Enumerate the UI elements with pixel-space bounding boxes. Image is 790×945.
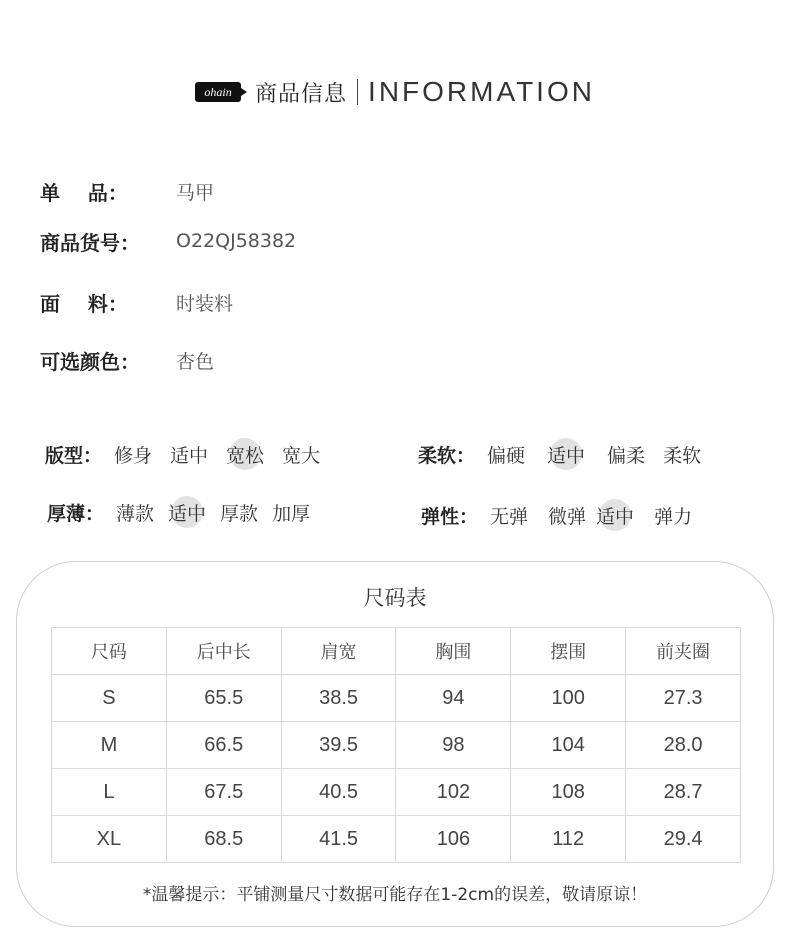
info-label: 单 品： — [40, 180, 128, 205]
attr-option: 柔软 — [663, 444, 702, 467]
table-header-row — [52, 628, 741, 675]
table-cell: 102 — [396, 769, 511, 816]
size-chart-title: 尺码表 — [363, 586, 427, 610]
info-row-sku — [40, 226, 296, 256]
section-header — [0, 72, 790, 112]
attr-option-selected: 适中 — [545, 441, 587, 468]
table-cell: 27.3 — [626, 675, 741, 722]
table-cell: 41.5 — [281, 816, 396, 863]
info-value: 马甲 — [176, 181, 215, 204]
attr-option: 弹力 — [654, 505, 693, 528]
table-cell: 28.0 — [626, 722, 741, 769]
size-table — [51, 627, 741, 863]
info-row-item — [40, 176, 214, 206]
table-cell: M — [52, 722, 167, 769]
attr-fit — [45, 439, 336, 469]
attr-label: 厚薄： — [47, 502, 105, 525]
table-cell: 100 — [511, 675, 626, 722]
attr-option-selected: 宽松 — [224, 441, 266, 468]
info-value: 时装料 — [176, 292, 234, 315]
table-cell: 28.7 — [626, 769, 741, 816]
table-cell: L — [52, 769, 167, 816]
attr-option: 偏柔 — [607, 444, 646, 467]
column-header: 胸围 — [396, 628, 511, 675]
table-cell: 67.5 — [166, 769, 281, 816]
table-cell: 108 — [511, 769, 626, 816]
table-cell: 94 — [396, 675, 511, 722]
info-row-fabric — [40, 287, 233, 317]
attr-option-selected: 适中 — [166, 499, 208, 526]
attr-label: 弹性： — [421, 505, 479, 528]
table-cell: S — [52, 675, 167, 722]
info-value: 杏色 — [176, 350, 215, 373]
attr-elasticity — [421, 500, 708, 530]
column-header: 摆围 — [511, 628, 626, 675]
info-label: 可选颜色： — [40, 349, 140, 374]
attr-option: 无弹 — [490, 505, 529, 528]
table-cell: 38.5 — [281, 675, 396, 722]
table-cell: 106 — [396, 816, 511, 863]
table-cell: 29.4 — [626, 816, 741, 863]
attr-option: 宽大 — [282, 444, 321, 467]
header-title-cn: 商品信息 — [255, 81, 348, 107]
table-row — [52, 769, 741, 816]
attr-softness — [418, 439, 717, 469]
table-cell: 65.5 — [166, 675, 281, 722]
table-cell: 104 — [511, 722, 626, 769]
info-label: 商品货号： — [40, 230, 140, 255]
table-cell: 68.5 — [166, 816, 281, 863]
attr-label: 版型： — [45, 444, 103, 467]
column-header: 尺码 — [52, 628, 167, 675]
attr-option: 修身 — [114, 444, 153, 467]
attr-option: 偏硬 — [487, 444, 526, 467]
table-row — [52, 722, 741, 769]
table-cell: 98 — [396, 722, 511, 769]
attr-thickness — [47, 497, 326, 527]
info-value: O22QJ58382 — [176, 230, 297, 252]
measurement-note: *温馨提示：平铺测量尺寸数据可能存在1-2cm的误差，敬请原谅！ — [142, 885, 648, 905]
attr-option: 加厚 — [272, 502, 311, 525]
attr-option: 适中 — [170, 444, 209, 467]
header-title-en: INFORMATION — [368, 76, 595, 107]
attr-label: 柔软： — [418, 444, 476, 467]
attr-option: 薄款 — [116, 502, 155, 525]
column-header: 肩宽 — [281, 628, 396, 675]
table-cell: 39.5 — [281, 722, 396, 769]
attr-option: 厚款 — [220, 502, 259, 525]
table-cell: 40.5 — [281, 769, 396, 816]
attr-option-selected: 适中 — [594, 502, 636, 529]
table-cell: XL — [52, 816, 167, 863]
attr-option: 微弹 — [548, 505, 587, 528]
brand-logo: ohain — [195, 82, 241, 102]
column-header: 后中长 — [166, 628, 281, 675]
table-row — [52, 675, 741, 722]
column-header: 前夹圈 — [626, 628, 741, 675]
table-cell: 66.5 — [166, 722, 281, 769]
table-cell: 112 — [511, 816, 626, 863]
info-label: 面 料： — [40, 291, 128, 316]
header-divider — [357, 79, 358, 105]
table-row — [52, 816, 741, 863]
info-row-color — [40, 345, 214, 375]
